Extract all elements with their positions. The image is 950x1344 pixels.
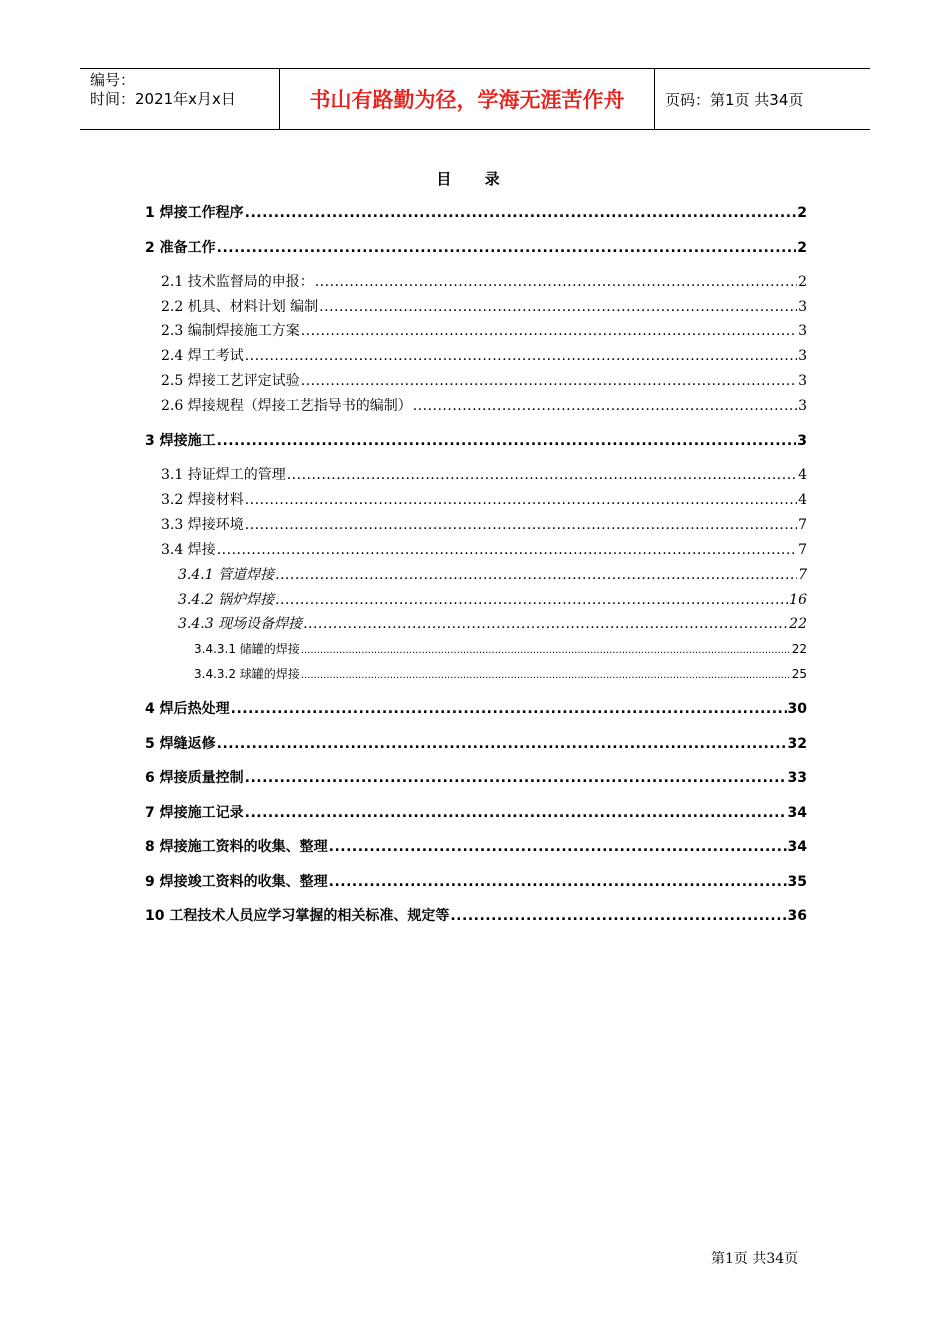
toc-entry-page: 25 — [791, 667, 807, 681]
toc-entry-page: 7 — [798, 542, 807, 558]
toc-entry-label: 4 焊后热处理 — [145, 701, 230, 717]
leader-dots — [217, 736, 787, 752]
toc-entry-page: 3 — [798, 348, 807, 364]
toc-entry[interactable] — [161, 395, 807, 415]
toc-entry-page: 3 — [798, 323, 807, 339]
toc-entry[interactable] — [161, 514, 807, 534]
toc-entry-label: 3.4.3 现场设备焊接 — [178, 616, 303, 632]
leader-dots — [245, 348, 797, 364]
toc-entry-page: 7 — [798, 517, 807, 533]
leader-dots — [245, 492, 797, 508]
toc-entry-label: 1 焊接工作程序 — [145, 205, 244, 221]
leader-dots — [319, 299, 797, 315]
toc-entry-page: 2 — [797, 205, 807, 221]
toc-entry[interactable] — [145, 733, 807, 753]
toc-entry[interactable] — [161, 489, 807, 509]
toc-entry-page: 4 — [798, 467, 807, 483]
toc-entry-label: 2.2 机具、材料计划 编制 — [161, 299, 319, 315]
toc-entry[interactable] — [161, 345, 807, 365]
toc-entry-page: 3 — [798, 299, 807, 315]
leader-dots — [231, 701, 787, 717]
number-label: 编号： — [90, 71, 136, 89]
toc-entry[interactable] — [161, 464, 807, 484]
leader-dots — [217, 240, 797, 256]
toc-entry-label: 2.1 技术监督局的申报： — [161, 274, 314, 290]
toc-entry[interactable] — [161, 271, 807, 291]
leader-dots — [301, 373, 797, 389]
page-footer: 第1页 共34页 — [711, 1251, 799, 1267]
toc-entry-page: 4 — [798, 492, 807, 508]
toc-entry-label: 9 焊接竣工资料的收集、整理 — [145, 874, 328, 890]
toc-entry-page: 3 — [798, 398, 807, 414]
leader-dots — [245, 517, 797, 533]
toc-entry-page: 3 — [798, 373, 807, 389]
toc-title: 目 录 — [436, 170, 514, 188]
leader-dots — [287, 467, 797, 483]
toc-entry[interactable] — [178, 613, 807, 633]
leader-dots — [245, 205, 797, 221]
leader-dots — [275, 592, 788, 608]
leader-dots — [217, 433, 797, 449]
leader-dots — [245, 805, 787, 821]
toc-entry-page: 32 — [787, 736, 807, 752]
toc-entry[interactable] — [145, 767, 807, 787]
toc-entry-label: 2.3 编制焊接施工方案 — [161, 323, 300, 339]
toc-entry-label: 3.4 焊接 — [161, 542, 216, 558]
toc-entry-label: 3.4.2 锅炉焊接 — [178, 592, 275, 608]
leader-dots — [329, 839, 787, 855]
toc-entry-label: 3.4.1 管道焊接 — [178, 567, 275, 583]
toc-entry-label: 7 焊接施工记录 — [145, 805, 244, 821]
header-page-info: 页码：第1页 共34页 — [665, 90, 804, 109]
toc-entry-page: 22 — [789, 616, 807, 632]
toc-entry-label: 3.4.3.1 储罐的焊接 — [194, 642, 300, 656]
leader-dots — [301, 323, 797, 339]
toc-entry[interactable] — [178, 589, 807, 609]
toc-entry[interactable] — [161, 370, 807, 390]
toc-entry-page: 34 — [787, 839, 807, 855]
toc-entry[interactable] — [178, 564, 807, 584]
toc-entry[interactable] — [161, 320, 807, 340]
toc-entry[interactable] — [194, 640, 807, 657]
toc-entry[interactable] — [145, 836, 807, 856]
leader-dots — [303, 616, 788, 632]
toc-entry-page: 30 — [787, 701, 807, 717]
toc-entry-page: 36 — [787, 908, 807, 924]
toc-entry-label: 3.1 持证焊工的管理 — [161, 467, 286, 483]
leader-dots — [301, 667, 791, 681]
toc-entry-label: 10 工程技术人员应学习掌握的相关标准、规定等 — [145, 908, 450, 924]
toc-entry-page: 16 — [789, 592, 807, 608]
toc-entry[interactable] — [145, 802, 807, 822]
toc-entry-label: 5 焊缝返修 — [145, 736, 216, 752]
header-meta — [80, 69, 280, 129]
toc-entry[interactable] — [161, 539, 807, 559]
toc-entry-page: 22 — [791, 642, 807, 656]
toc-entry-page: 34 — [787, 805, 807, 821]
toc-entry-page: 33 — [787, 770, 807, 786]
toc-entry-page: 7 — [798, 567, 807, 583]
toc-entry-label: 8 焊接施工资料的收集、整理 — [145, 839, 328, 855]
toc-entry-label: 2.5 焊接工艺评定试验 — [161, 373, 300, 389]
toc-entry[interactable] — [145, 871, 807, 891]
leader-dots — [245, 770, 787, 786]
toc-entry-page: 3 — [797, 433, 807, 449]
leader-dots — [413, 398, 797, 414]
time-label: 时间：2021年x月x日 — [90, 90, 236, 108]
toc-entry[interactable] — [145, 237, 807, 257]
toc-entry[interactable] — [145, 202, 807, 222]
leader-dots — [315, 274, 797, 290]
leader-dots — [217, 542, 797, 558]
leader-dots — [329, 874, 787, 890]
toc-entry-label: 3 焊接施工 — [145, 433, 216, 449]
toc-entry-label: 2.6 焊接规程（焊接工艺指导书的编制） — [161, 398, 412, 414]
leader-dots — [450, 908, 786, 924]
header-motto: 书山有路勤为径，学海无涯苦作舟 — [280, 69, 655, 129]
toc-entry-page: 35 — [787, 874, 807, 890]
toc-entry[interactable] — [145, 905, 807, 925]
toc-entry-label: 3.2 焊接材料 — [161, 492, 244, 508]
toc-entry-page: 2 — [798, 274, 807, 290]
toc-entry-page: 2 — [797, 240, 807, 256]
page-header — [80, 68, 870, 130]
toc-entry-label: 2 准备工作 — [145, 240, 216, 256]
toc-entry[interactable] — [145, 698, 807, 718]
toc-entry[interactable] — [145, 430, 807, 450]
toc-entry[interactable] — [161, 296, 807, 316]
leader-dots — [275, 567, 797, 583]
leader-dots — [301, 642, 791, 656]
toc-entry-label: 6 焊接质量控制 — [145, 770, 244, 786]
toc-entry-label: 2.4 焊工考试 — [161, 348, 244, 364]
toc-entry-label: 3.3 焊接环境 — [161, 517, 244, 533]
toc-entry-label: 3.4.3.2 球罐的焊接 — [194, 667, 300, 681]
toc-entry[interactable] — [194, 665, 807, 682]
